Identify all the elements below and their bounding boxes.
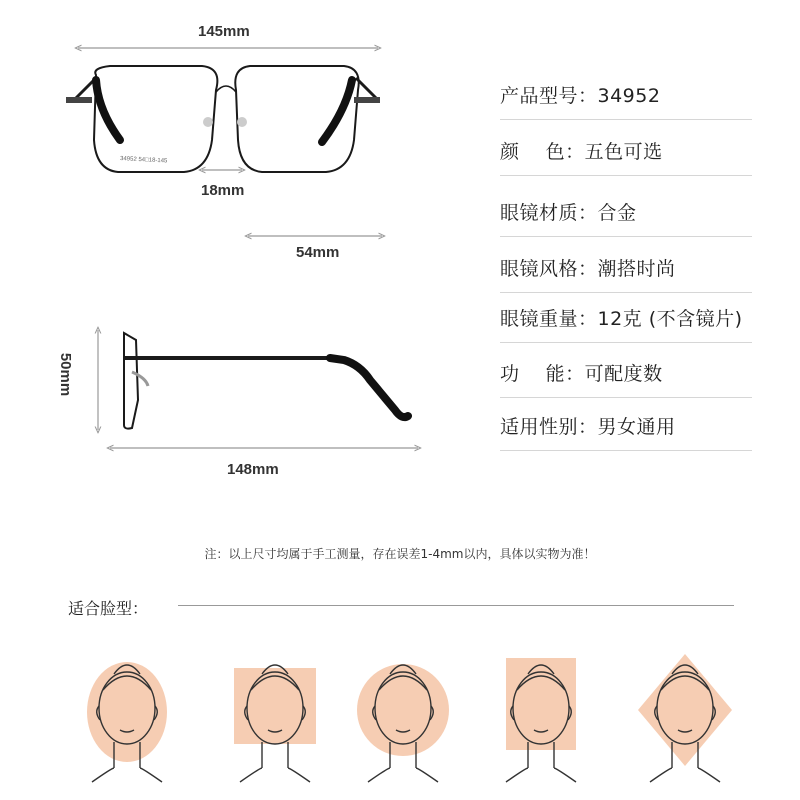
front-hinge-right bbox=[354, 97, 380, 103]
spec-weight: 眼镜重量：12克 (不含镜片) bbox=[500, 308, 743, 330]
face-rectangle bbox=[486, 650, 596, 790]
label-frame-width: 145mm bbox=[198, 23, 250, 40]
temple-print: 34952 54□18-145 bbox=[119, 156, 168, 165]
spec-row-function bbox=[500, 341, 752, 398]
label-bridge: 18mm bbox=[201, 182, 245, 199]
spec-row-style bbox=[500, 236, 752, 293]
face-square bbox=[220, 650, 330, 790]
face-oval bbox=[72, 650, 182, 790]
measurement-note: 注：以上尺寸均属于手工测量，存在误差1-4mm以内，具体以实物为准！ bbox=[204, 547, 596, 561]
face-round bbox=[348, 650, 458, 790]
label-lens-width: 54mm bbox=[296, 244, 340, 261]
label-lens-height: 50mm bbox=[57, 352, 75, 397]
nose-pad-right bbox=[237, 117, 247, 127]
front-temple-right bbox=[322, 80, 352, 142]
spec-model: 产品型号：34952 bbox=[500, 85, 661, 107]
nose-pad-left bbox=[203, 117, 213, 127]
face-shape-title: 适合脸型： bbox=[68, 599, 149, 618]
label-temple-length: 148mm bbox=[227, 461, 279, 478]
face-title-divider bbox=[178, 605, 734, 606]
spec-function: 功 能：可配度数 bbox=[500, 363, 663, 385]
spec-material: 眼镜材质：合金 bbox=[500, 202, 637, 224]
spec-color: 颜 色：五色可选 bbox=[500, 141, 663, 163]
front-hinge-left bbox=[66, 97, 92, 103]
front-temple-left bbox=[96, 80, 120, 140]
spec-row-material bbox=[500, 180, 752, 237]
glasses-side-view bbox=[124, 333, 408, 429]
spec-gender: 适用性别：男女通用 bbox=[500, 416, 676, 438]
face-diamond bbox=[630, 650, 740, 790]
spec-row-weight bbox=[500, 286, 752, 343]
spec-row-color bbox=[500, 119, 752, 176]
spec-row-model bbox=[500, 63, 752, 120]
spec-row-gender bbox=[500, 394, 752, 451]
spec-style: 眼镜风格：潮搭时尚 bbox=[500, 258, 676, 280]
